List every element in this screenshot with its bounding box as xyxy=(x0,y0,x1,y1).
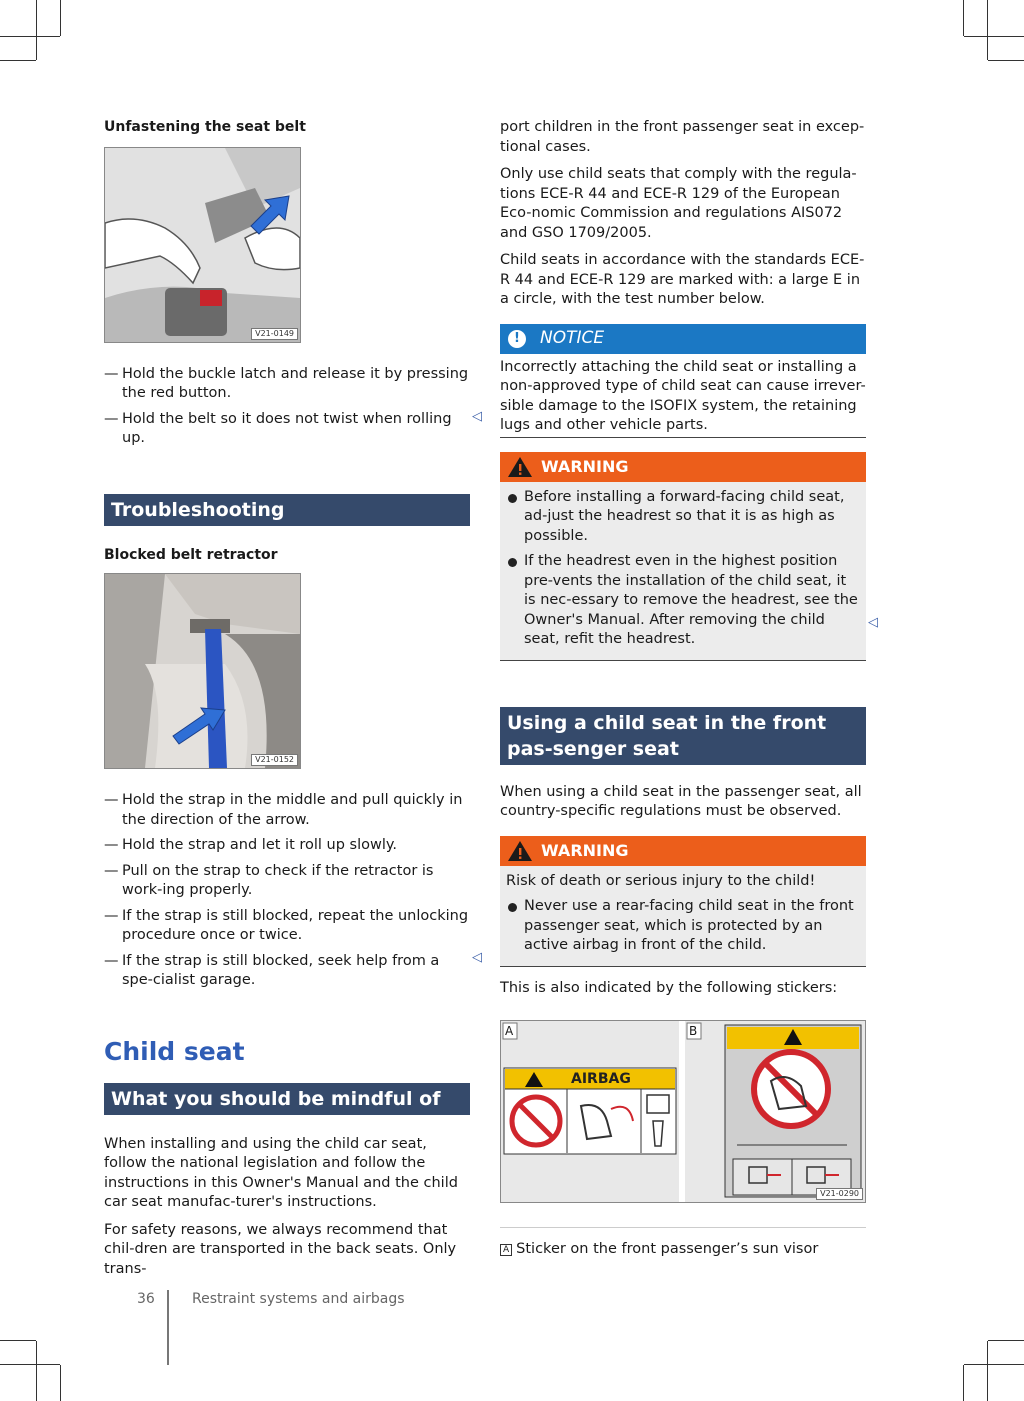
warning-box xyxy=(500,836,866,967)
left-column xyxy=(104,118,482,1287)
caption-text: Sticker on the front passenger’s sun visor xyxy=(516,1241,819,1257)
list-item: — Hold the belt so it does not twist when rolling up. xyxy=(104,410,470,449)
list-item: If the headrest even in the highest position pre-vents the installation of the child seat, it is nec-essary to remove the headrest, see the Owner's Manual. After removing the child seat, refit the headrest. xyxy=(506,552,860,650)
paragraph: When using a child seat in the passenger seat, all country-specific regulations must be observed. xyxy=(500,783,862,819)
footer-divider xyxy=(167,1290,169,1365)
warning-header xyxy=(500,452,866,482)
mindful-title: What you should be mindful of xyxy=(104,1083,470,1115)
paragraph: When installing and using the child car seat, follow the national legislation and follow the instructions in this Owner's Manual and the child car seat manufac-turer's instructions. xyxy=(104,1135,458,1210)
airbag-stickers-figure xyxy=(500,1020,866,1203)
notice-label: NOTICE xyxy=(540,327,605,348)
list-item: — Hold the strap in the middle and pull quickly in the direction of the arrow. xyxy=(104,791,470,830)
end-of-section-triangle-icon: ◁ xyxy=(472,409,482,424)
figure-code: V21-0152 xyxy=(251,754,298,766)
notice-header xyxy=(500,324,866,354)
paragraph: For safety reasons, we always recommend that chil-dren are transported in the back seats. Only trans- xyxy=(104,1221,457,1277)
troubleshooting-title: Troubleshooting xyxy=(104,494,470,526)
sticker-a-tag: A xyxy=(505,1024,514,1038)
list-item: Before installing a forward-facing child seat, ad-just the headrest so that it is as high as possible. xyxy=(506,488,860,547)
paragraph: Only use child seats that comply with the regula-tions ECE-R 44 and ECE-R 129 of the European Eco-nomic Commission and regulations AIS072 and GSO 1709/2005. xyxy=(500,166,857,241)
child-seat-title: Child seat xyxy=(104,1036,245,1066)
front-seat-title: Using a child seat in the front pas-senger seat xyxy=(500,707,866,765)
list-item: — If the strap is still blocked, seek help from a spe-cialist garage. xyxy=(104,952,470,991)
warning-text: Risk of death or serious injury to the child! xyxy=(506,872,816,889)
right-column xyxy=(500,118,878,1260)
paragraph: port children in the front passenger seat in excep-tional cases. xyxy=(500,119,865,155)
warning-body xyxy=(500,866,866,967)
warning-label: WARNING xyxy=(541,840,629,860)
chapter-title: Restraint systems and airbags xyxy=(192,1291,405,1307)
warning-body xyxy=(500,482,866,661)
list-item: Never use a rear-facing child seat in the front passenger seat, which is protected by an active airbag in front of the child. xyxy=(506,897,860,956)
paragraph: Child seats in accordance with the standards ECE-R 44 and ECE-R 129 are marked with: a large E in a circle, with the test number below. xyxy=(500,252,865,307)
warning-label: WARNING xyxy=(541,456,629,476)
belt-retractor-figure xyxy=(104,573,301,769)
warning-triangle-icon xyxy=(507,456,533,478)
unfasten-heading: Unfastening the seat belt xyxy=(104,119,306,135)
list-item: — Hold the strap and let it roll up slowly. xyxy=(104,836,470,856)
notice-text: Incorrectly attaching the child seat or installing a non-approved type of child seat can cause irrever-sible damage to the ISOFIX system, the retaining lugs and other vehicle parts. xyxy=(500,354,866,438)
sticker-b-tag: B xyxy=(689,1024,698,1038)
seatbelt-buckle-figure xyxy=(104,147,301,343)
list-item: — Pull on the strap to check if the retractor is work-ing properly. xyxy=(104,862,470,901)
airbag-label: AIRBAG xyxy=(571,1071,631,1087)
warning-box xyxy=(500,452,866,661)
page-number: 36 xyxy=(137,1291,155,1307)
caption-tag: A xyxy=(500,1244,512,1256)
end-of-section-triangle-icon: ◁ xyxy=(472,950,482,965)
exclamation-circle-icon: ! xyxy=(508,330,526,348)
warning-header xyxy=(500,836,866,866)
blocked-retractor-heading: Blocked belt retractor xyxy=(104,546,278,563)
list-item: — Hold the buckle latch and release it by pressing the red button. xyxy=(104,365,470,404)
notice-box xyxy=(500,324,866,438)
figure-code: V21-0290 xyxy=(816,1188,863,1200)
figure-caption xyxy=(500,1227,866,1260)
warning-triangle-icon xyxy=(507,840,533,862)
list-item: — If the strap is still blocked, repeat the unlocking procedure once or twice. xyxy=(104,907,470,946)
paragraph: This is also indicated by the following stickers: xyxy=(500,979,838,996)
figure-code: V21-0149 xyxy=(251,328,298,340)
end-of-section-triangle-icon: ◁ xyxy=(868,615,878,630)
